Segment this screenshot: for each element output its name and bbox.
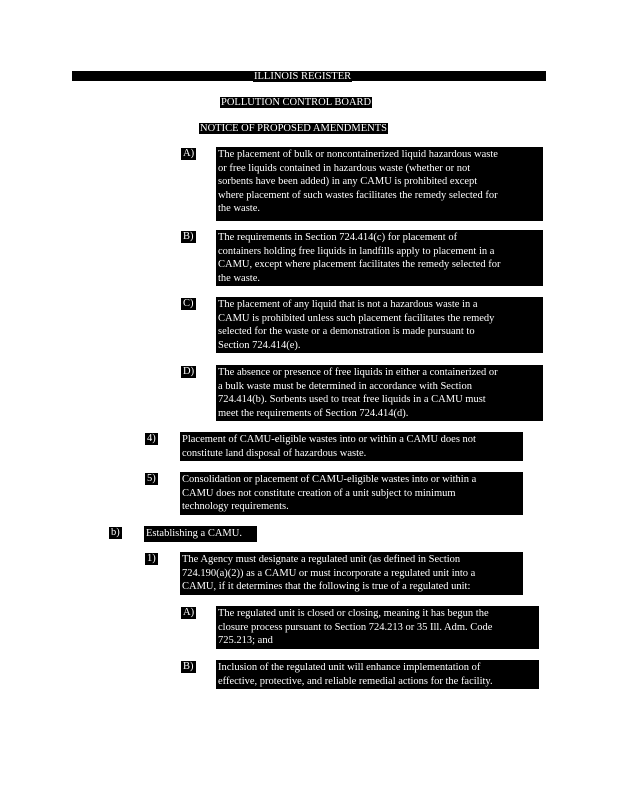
- item-text-block: [144, 526, 257, 542]
- text-line: CAMU is prohibited unless such placement facilitates the remedy: [218, 312, 495, 324]
- text-line: the waste.: [218, 203, 260, 214]
- item-text-block: [216, 365, 543, 421]
- text-line: The absence or presence of free liquids in either a containerized or: [218, 367, 498, 378]
- item-label: 4): [147, 433, 156, 444]
- item-label: D): [183, 366, 195, 377]
- item-label: A): [183, 607, 195, 618]
- board-title: POLLUTION CONTROL BOARD: [221, 97, 372, 108]
- item-text-block: [180, 472, 523, 515]
- text-line: a bulk waste must be determined in accordance with Section: [218, 380, 472, 392]
- text-line: Consolidation or placement of CAMU-eligible wastes into or within a: [182, 474, 477, 485]
- item-text-block: [216, 606, 539, 649]
- item-text-block: [180, 552, 523, 595]
- text-line: Section 724.414(e).: [218, 339, 301, 351]
- text-line: or free liquids contained in hazardous waste (whether or not: [218, 162, 471, 174]
- item-label: 1): [147, 553, 156, 564]
- text-line: Establishing a CAMU.: [146, 528, 242, 539]
- item-label: B): [183, 661, 194, 672]
- text-line: The Agency must designate a regulated unit (as defined in Section: [182, 554, 461, 565]
- text-line: effective, protective, and reliable remedial actions for the facility.: [218, 675, 493, 687]
- text-line: where placement of such wastes facilitates the remedy selected for: [218, 189, 498, 201]
- text-line: sorbents have been added) in any CAMU is prohibited except: [218, 176, 478, 187]
- text-line: CAMU, except where placement facilitates the remedy selected for: [218, 259, 501, 270]
- text-line: Inclusion of the regulated unit will enhance implementation of: [218, 662, 481, 673]
- text-line: selected for the waste or a demonstration is made pursuant to: [218, 326, 475, 337]
- text-line: The placement of bulk or noncontainerized liquid hazardous waste: [218, 149, 498, 160]
- text-line: 724.190(a)(2)) as a CAMU or must incorporate a regulated unit into a: [182, 567, 476, 579]
- text-line: 725.213; and: [218, 635, 273, 646]
- item-text-block: [216, 147, 543, 221]
- text-line: the waste.: [218, 272, 260, 284]
- item-text-block: [216, 297, 543, 353]
- text-line: The placement of any liquid that is not a hazardous waste in a: [218, 299, 478, 310]
- item-text-block: [180, 432, 523, 461]
- text-line: The regulated unit is closed or closing, meaning it has begun the: [218, 608, 489, 619]
- text-line: technology requirements.: [182, 501, 289, 512]
- item-text-block: [216, 660, 539, 689]
- text-line: closure process pursuant to Section 724.213 or 35 Ill. Adm. Code: [218, 621, 493, 633]
- text-line: CAMU does not constitute creation of a unit subject to minimum: [182, 487, 456, 499]
- item-label: B): [183, 231, 194, 242]
- text-line: CAMU, if it determines that the following is true of a regulated unit:: [182, 581, 471, 592]
- text-line: constitute land disposal of hazardous waste.: [182, 447, 367, 459]
- notice-title: NOTICE OF PROPOSED AMENDMENTS: [200, 123, 387, 134]
- item-text-block: [216, 230, 543, 286]
- register-title: ILLINOIS REGISTER: [254, 71, 352, 82]
- text-line: containers holding free liquids in landfills apply to placement in a: [218, 245, 495, 257]
- text-line: 724.414(b). Sorbents used to treat free liquids in a CAMU must: [218, 394, 486, 405]
- text-line: The requirements in Section 724.414(c) for placement of: [218, 232, 458, 243]
- text-line: Placement of CAMU-eligible wastes into or within a CAMU does not: [182, 434, 476, 445]
- item-label: b): [111, 527, 120, 538]
- item-label: C): [183, 298, 194, 309]
- text-line: meet the requirements of Section 724.414(d).: [218, 407, 409, 419]
- item-label: A): [183, 148, 195, 159]
- item-label: 5): [147, 473, 156, 484]
